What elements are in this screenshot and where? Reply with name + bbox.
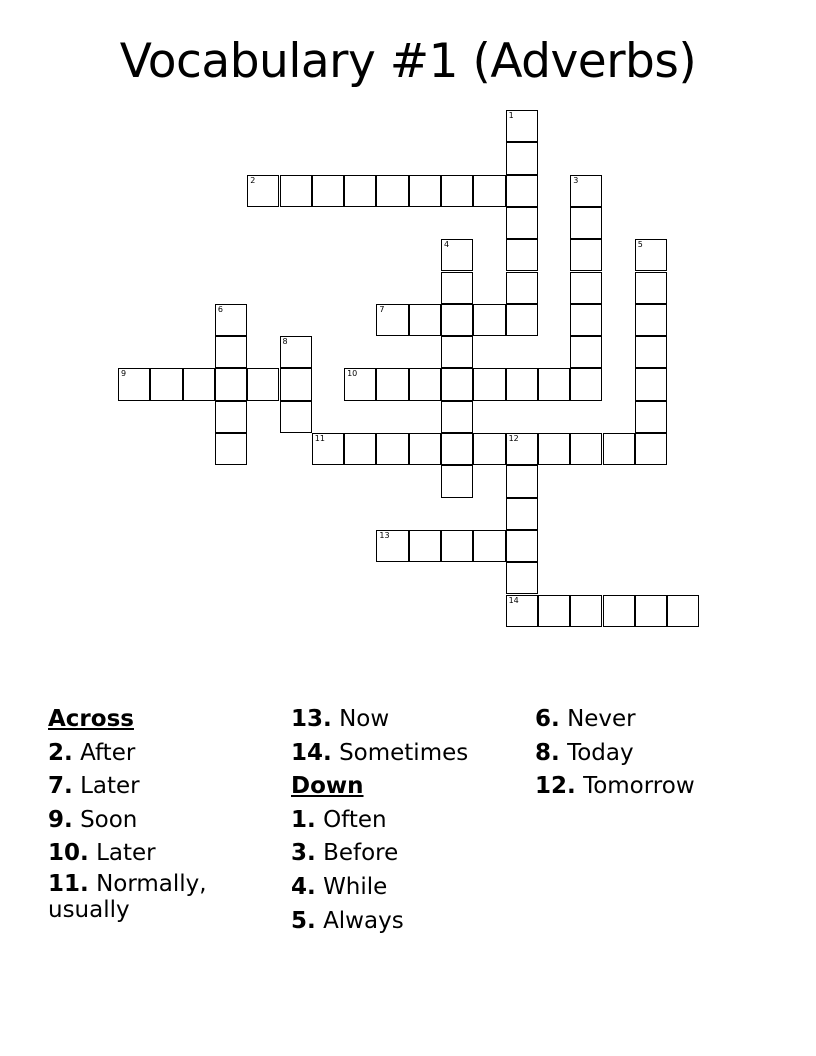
grid-cell[interactable] [570,368,602,400]
cell-number: 7 [379,304,385,314]
grid-cell[interactable] [635,433,667,465]
grid-cell[interactable] [635,595,667,627]
clues-column-1 [48,703,248,930]
clue-number: 13. [291,706,332,732]
grid-cell[interactable] [538,595,570,627]
grid-cell[interactable] [570,336,602,368]
grid-cell[interactable] [183,368,215,400]
cell-number: 11 [314,434,325,443]
grid-cell[interactable] [247,368,279,400]
grid-cell[interactable] [506,207,538,239]
clue-text: Later [96,840,156,867]
down-clue [291,905,468,939]
clue-number: 14. [291,739,332,766]
grid-cell[interactable] [409,530,441,562]
clue-number: 8. [535,739,560,766]
clue-text: Now [339,706,390,732]
grid-cell[interactable] [376,530,408,562]
grid-cell[interactable] [441,530,473,562]
cell-number: 2 [250,175,256,185]
across-clue [291,703,468,737]
clue-text: After [80,739,136,766]
grid-cell[interactable] [247,175,279,207]
grid-cell[interactable] [215,368,247,400]
clue-number: 5. [291,907,316,934]
grid-cell[interactable] [441,368,473,400]
grid-cell[interactable] [667,595,699,627]
grid-cell[interactable] [506,239,538,271]
down-clue [291,804,468,838]
grid-cell[interactable] [506,272,538,304]
grid-cell[interactable] [635,304,667,336]
grid-cell[interactable] [506,175,538,207]
grid-cell[interactable] [312,433,344,465]
down-clue [291,871,468,905]
grid-cell[interactable] [473,530,505,562]
grid-cell[interactable] [344,175,376,207]
clues-column-3 [535,703,695,804]
grid-cell[interactable] [441,175,473,207]
across-clue [291,737,468,771]
grid-cell[interactable] [506,498,538,530]
clue-text: Always [323,907,404,934]
grid-cell[interactable] [570,272,602,304]
clue-text: Tomorrow [583,773,695,800]
grid-cell[interactable] [506,368,538,400]
grid-cell[interactable] [570,304,602,336]
grid-cell[interactable] [570,239,602,271]
grid-cell[interactable] [215,336,247,368]
grid-cell[interactable] [603,595,635,627]
grid-cell[interactable] [376,304,408,336]
cell-number: 4 [444,240,450,250]
grid-cell[interactable] [118,368,150,400]
clue-text: Often [323,806,387,833]
cell-number: 5 [637,240,643,250]
grid-cell[interactable] [635,239,667,271]
grid-cell[interactable] [635,272,667,304]
grid-cell[interactable] [570,433,602,465]
grid-cell[interactable] [635,401,667,433]
grid-cell[interactable] [441,272,473,304]
cell-number: 12 [508,434,519,443]
grid-cell[interactable] [280,175,312,207]
clue-number: 2. [48,739,73,766]
grid-cell[interactable] [376,175,408,207]
across-clue [48,737,248,771]
clue-text: While [323,873,388,900]
grid-cell[interactable] [570,207,602,239]
grid-cell[interactable] [376,368,408,400]
clue-text: Normally, usually [48,870,207,923]
grid-cell[interactable] [538,433,570,465]
clue-text: Later [80,773,140,800]
clue-number: 1. [291,806,316,833]
grid-cell[interactable] [506,142,538,174]
clue-text: Sometimes [339,739,469,766]
grid-cell[interactable] [635,336,667,368]
grid-cell[interactable] [506,530,538,562]
grid-cell[interactable] [570,175,602,207]
grid-cell[interactable] [376,433,408,465]
across-clue [48,837,248,871]
across-clue [48,871,248,930]
down-clue [535,703,695,737]
grid-cell[interactable] [441,239,473,271]
down-clue [535,737,695,771]
cell-number: 10 [347,369,358,379]
grid-cell[interactable] [473,304,505,336]
clue-number: 12. [535,773,576,800]
clue-text: Today [567,739,634,766]
cell-number: 14 [508,595,519,605]
cell-number: 3 [573,175,579,185]
grid-cell[interactable] [473,433,505,465]
down-clue [291,837,468,871]
grid-cell[interactable] [473,368,505,400]
across-heading: Across [48,706,134,732]
grid-cell[interactable] [506,465,538,497]
clue-number: 7. [48,773,73,800]
across-clue [48,770,248,804]
cell-number: 6 [217,304,223,314]
grid-cell[interactable] [441,304,473,336]
clue-number: 3. [291,840,316,867]
grid-cell[interactable] [409,368,441,400]
cell-number: 8 [282,337,288,347]
clues-column-2 [291,703,468,938]
grid-cell[interactable] [506,304,538,336]
grid-cell[interactable] [150,368,182,400]
clue-number: 4. [291,873,316,900]
clue-text: Before [323,840,399,867]
grid-cell[interactable] [344,368,376,400]
grid-cell[interactable] [409,304,441,336]
grid-cell[interactable] [215,401,247,433]
grid-cell[interactable] [635,368,667,400]
grid-cell[interactable] [215,304,247,336]
grid-cell[interactable] [280,368,312,400]
grid-cell[interactable] [473,175,505,207]
grid-cell[interactable] [570,595,602,627]
clue-number: 6. [535,706,560,732]
cell-number: 13 [379,530,390,540]
grid-cell[interactable] [603,433,635,465]
clue-number: 9. [48,806,73,833]
grid-cell[interactable] [441,401,473,433]
grid-cell[interactable] [409,433,441,465]
grid-cell[interactable] [280,336,312,368]
clue-number: 10. [48,840,89,867]
grid-cell[interactable] [215,433,247,465]
clue-text: Never [567,706,636,732]
grid-cell[interactable] [409,175,441,207]
down-clue [535,770,695,804]
grid-cell[interactable] [441,336,473,368]
grid-cell[interactable] [441,465,473,497]
grid-cell[interactable] [441,433,473,465]
cell-number: 1 [508,111,514,120]
grid-cell[interactable] [538,368,570,400]
grid-cell[interactable] [344,433,376,465]
clue-number: 11. [48,870,89,897]
cell-number: 9 [121,369,127,379]
down-heading: Down [291,773,364,800]
grid-cell[interactable] [280,401,312,433]
page-title: Vocabulary #1 (Adverbs) [119,34,697,89]
across-clue [48,804,248,838]
grid-cell[interactable] [506,595,538,627]
clue-text: Soon [80,806,138,833]
grid-cell[interactable] [312,175,344,207]
grid-cell[interactable] [506,562,538,594]
grid-cell[interactable] [506,110,538,142]
grid-cell[interactable] [506,433,538,465]
